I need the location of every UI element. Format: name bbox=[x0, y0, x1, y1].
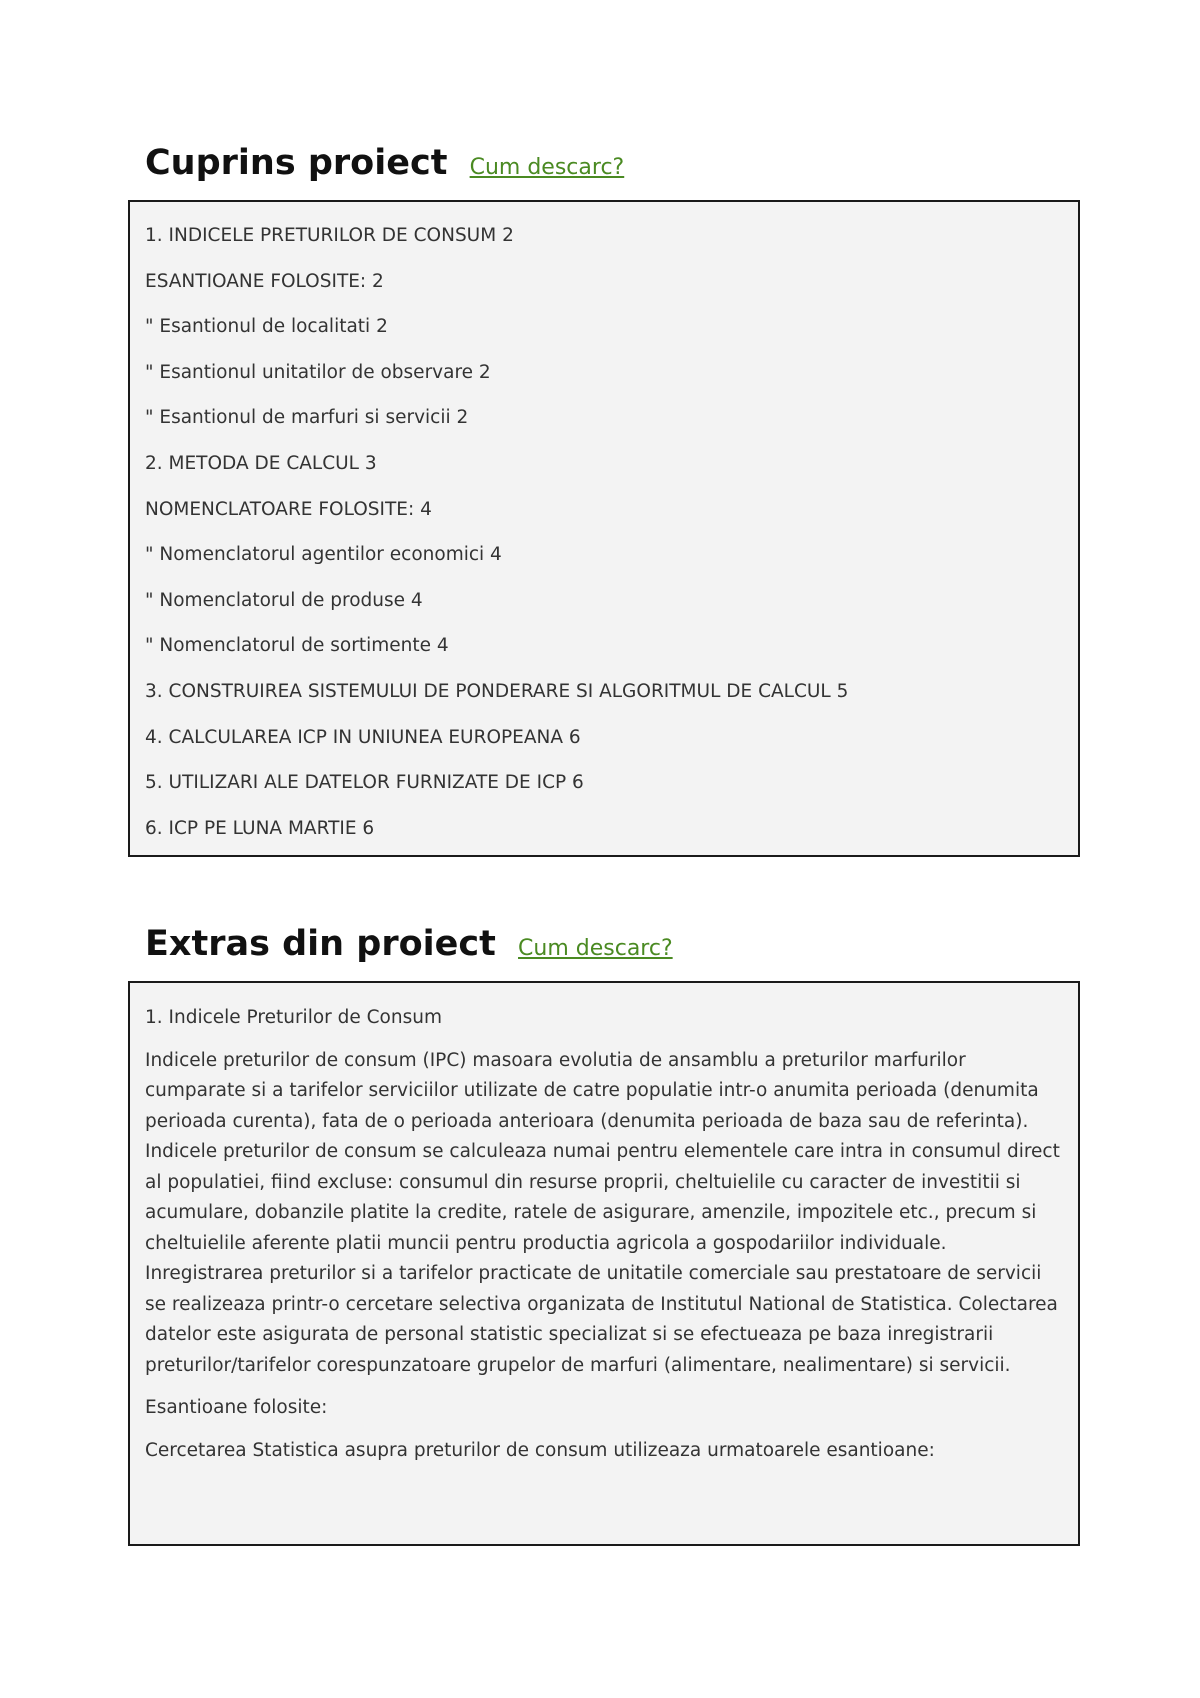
toc-item: " Esantionul de localitati 2 bbox=[145, 316, 388, 338]
toc-heading-text: Cuprins proiect bbox=[145, 143, 448, 183]
toc-item: 5. UTILIZARI ALE DATELOR FURNIZATE DE ICP 6 bbox=[145, 772, 584, 794]
toc-download-link[interactable]: Cum descarc? bbox=[469, 155, 625, 180]
toc-box bbox=[128, 200, 1080, 857]
extract-paragraph: Indicele preturilor de consum (IPC) masoara evolutia de ansamblu a preturilor marfurilor cumparate si a tarifelor serviciilor utilizate de catre populatie intr-o anumita perioada (denumita perioada curenta), fata de o perioada anterioara (denumita perioada de baza sau de referinta). Indicele preturilor de consum se calculeaza numai pentru elementele care intra in consumul direct al populatiei, fiind excluse: consumul din resurse proprii, cheltuielile cu caracter de investitii si acumulare, dobanzile platite la credite, ratele de asigurare, amenzile, impozitele etc., precum si cheltuielile aferente platii muncii pentru productia agricola a gospodariilor individuale. Inregistrarea preturilor si a tarifelor practicate de unitatile comerciale sau prestatoare de servicii se realizeaza printr-o cercetare selectiva organizata de Institutul National de Statistica. Colectarea datelor este asigurata de personal statistic specializat si se efectueaza pe baza inregistrarii preturilor/tarifelor corespunzatoare grupelor de marfuri (alimentare, nealimentare) si servicii. bbox=[145, 1049, 1060, 1376]
toc-item: ESANTIOANE FOLOSITE: 2 bbox=[145, 270, 384, 292]
toc-item: 6. ICP PE LUNA MARTIE 6 bbox=[145, 817, 375, 839]
extract-paragraph: Esantioane folosite: bbox=[145, 1397, 328, 1418]
toc-item: 2. METODA DE CALCUL 3 bbox=[145, 452, 377, 474]
toc-heading bbox=[145, 143, 624, 188]
extract-box bbox=[128, 981, 1080, 1546]
toc-item: " Nomenclatorul de produse 4 bbox=[145, 589, 423, 611]
toc-item: " Esantionul de marfuri si servicii 2 bbox=[145, 407, 469, 429]
toc-item: 4. CALCULAREA ICP IN UNIUNEA EUROPEANA 6 bbox=[145, 726, 581, 748]
toc-item: " Esantionul unitatilor de observare 2 bbox=[145, 361, 491, 383]
extract-heading-text: Extras din proiect bbox=[145, 924, 496, 964]
toc-item: 1. INDICELE PRETURILOR DE CONSUM 2 bbox=[145, 225, 514, 246]
extract-heading bbox=[145, 924, 673, 969]
extract-download-link[interactable]: Cum descarc? bbox=[518, 936, 673, 961]
toc-item: 3. CONSTRUIREA SISTEMULUI DE PONDERARE SI ALGORITMUL DE CALCUL 5 bbox=[145, 680, 849, 702]
toc-item: " Nomenclatorul agentilor economici 4 bbox=[145, 544, 502, 566]
extract-paragraph: 1. Indicele Preturilor de Consum bbox=[145, 1007, 442, 1028]
toc-item: NOMENCLATOARE FOLOSITE: 4 bbox=[145, 498, 432, 520]
extract-paragraph: Cercetarea Statistica asupra preturilor de consum utilizeaza urmatoarele esantioane: bbox=[145, 1439, 935, 1461]
toc-item: " Nomenclatorul de sortimente 4 bbox=[145, 635, 449, 657]
